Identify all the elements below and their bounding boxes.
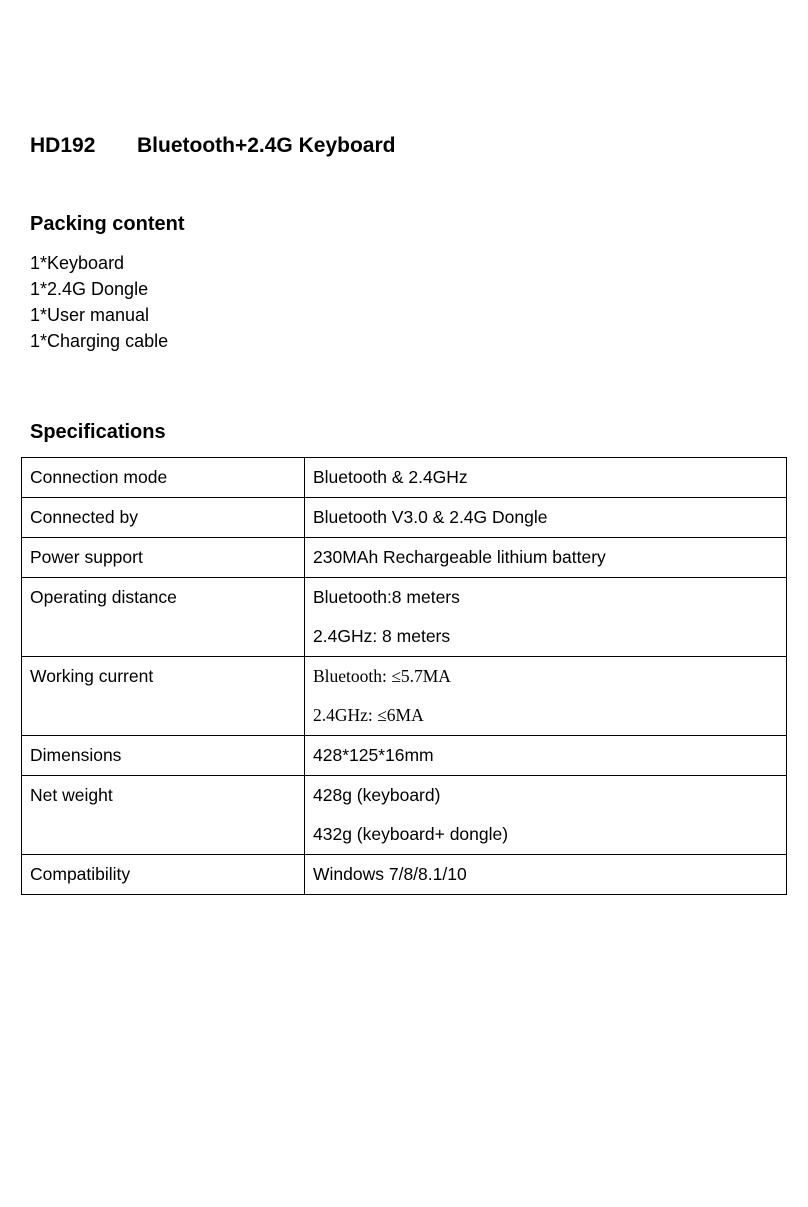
- spec-value: Bluetooth:8 meters: [313, 587, 460, 607]
- table-row: [22, 855, 787, 895]
- spec-value-cell: [305, 458, 787, 498]
- list-item: 1*User manual: [30, 305, 150, 325]
- spec-label-cell: [22, 458, 305, 498]
- table-row: [22, 538, 787, 578]
- spec-value-cell: [305, 538, 787, 578]
- spec-label-cell: [22, 776, 305, 855]
- spec-label-cell: [22, 736, 305, 776]
- spec-value-cell: [305, 657, 787, 736]
- spec-label-cell: [22, 498, 305, 538]
- spec-label-cell: [22, 538, 305, 578]
- document-title: [30, 131, 395, 161]
- spec-label: Power support: [30, 547, 143, 567]
- spec-value-cell: [305, 578, 787, 657]
- spec-label: Compatibility: [30, 864, 131, 884]
- table-row: [22, 458, 787, 498]
- spec-label: Connection mode: [30, 467, 168, 487]
- specifications-heading: Specifications: [30, 421, 166, 443]
- spec-label: Working current: [30, 666, 154, 686]
- spec-value: 2.4GHz: 8 meters: [313, 626, 451, 646]
- specifications-table: [21, 457, 787, 895]
- spec-label-cell: [22, 855, 305, 895]
- spec-value-cell: [305, 498, 787, 538]
- spec-value: Windows 7/8/8.1/10: [313, 864, 467, 884]
- spec-value-cell: [305, 776, 787, 855]
- spec-label: Net weight: [30, 785, 113, 805]
- spec-value-cell: [305, 855, 787, 895]
- table-row: [22, 498, 787, 538]
- table-row: [22, 736, 787, 776]
- list-item: 1*Charging cable: [30, 331, 169, 351]
- spec-label-cell: [22, 578, 305, 657]
- table-row: [22, 657, 787, 736]
- packing-list: [30, 250, 168, 354]
- spec-value: Bluetooth & 2.4GHz: [313, 467, 468, 487]
- spec-label: Dimensions: [30, 745, 122, 765]
- spec-value: 428*125*16mm: [313, 745, 434, 765]
- spec-value: 2.4GHz: ≤6MA: [313, 705, 424, 725]
- table-row: [22, 776, 787, 855]
- spec-label-cell: [22, 657, 305, 736]
- spec-value: 428g (keyboard): [313, 785, 441, 805]
- model-number: HD192: [30, 134, 96, 157]
- spec-label: Operating distance: [30, 587, 177, 607]
- spec-label: Connected by: [30, 507, 138, 527]
- spec-value: Bluetooth V3.0 & 2.4G Dongle: [313, 507, 548, 527]
- spec-value: Bluetooth: ≤5.7MA: [313, 666, 451, 686]
- list-item: 1*2.4G Dongle: [30, 279, 149, 299]
- packing-content-heading: Packing content: [30, 213, 185, 235]
- table-row: [22, 578, 787, 657]
- list-item: 1*Keyboard: [30, 253, 125, 273]
- spec-value: 230MAh Rechargeable lithium battery: [313, 547, 606, 567]
- product-name: Bluetooth+2.4G Keyboard: [137, 134, 396, 157]
- spec-value-cell: [305, 736, 787, 776]
- spec-value: 432g (keyboard+ dongle): [313, 824, 509, 844]
